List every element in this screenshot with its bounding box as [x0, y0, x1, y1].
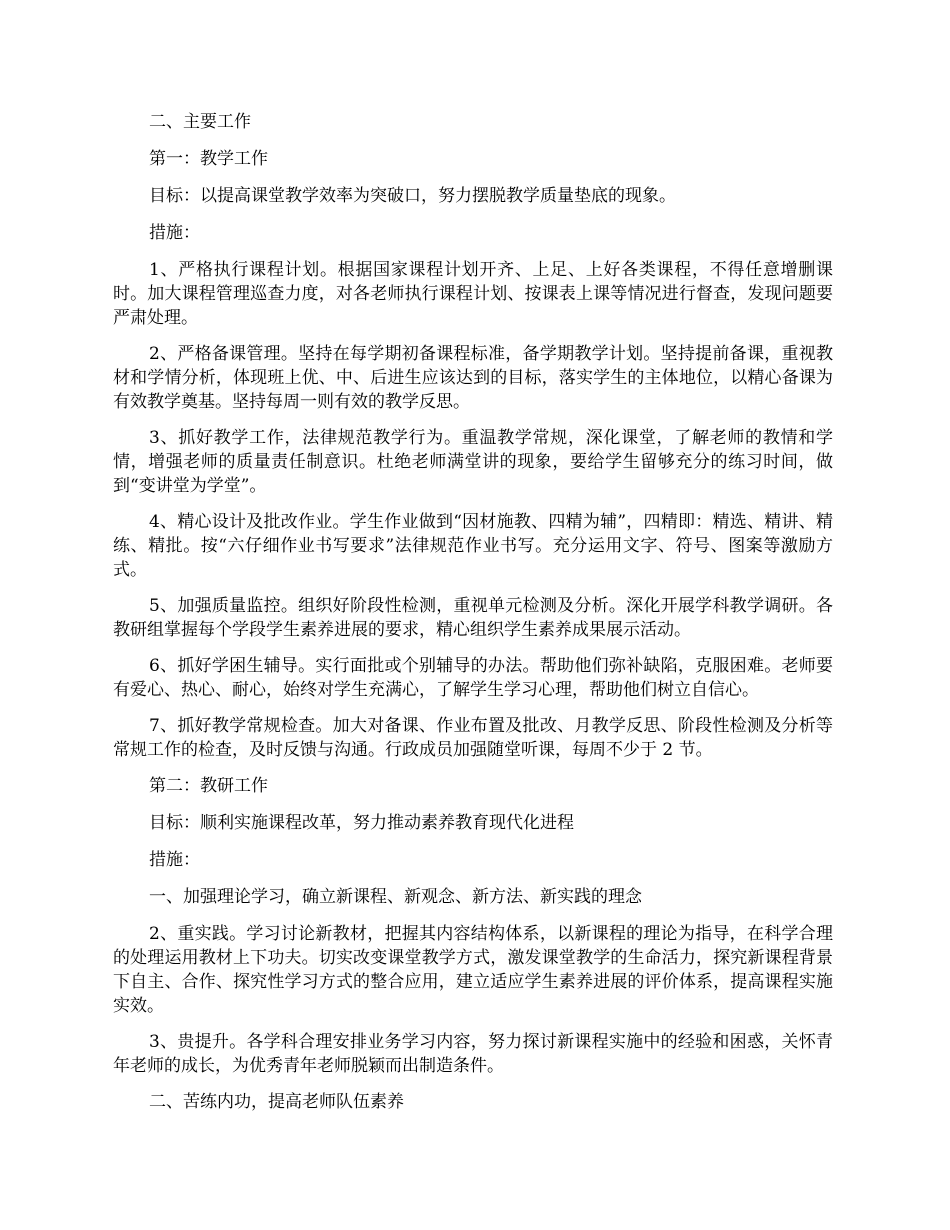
document-page [113, 110, 833, 1127]
research-goal: 目标：顺利实施课程改革，努力推动素养教育现代化进程 [149, 813, 574, 833]
research-item-3: 3、贵提升。各学科合理安排业务学习内容，努力探讨新课程实施中的经验和困惑，关怀青年老师的成长，为优秀青年老师脱颖而出制造条件。 [113, 1032, 833, 1076]
measure-item-5: 5、加强质量监控。组织好阶段性检测，重视单元检测及分析。深化开展学科教学调研。各教研组掌握每个学段学生素养进展的要求，精心组织学生素养成果展示活动。 [113, 596, 833, 640]
teaching-measures-label: 措施： [149, 223, 200, 243]
measure-item-2: 2、严格备课管理。坚持在每学期初备课程标准，备学期教学计划。坚持提前备课，重视教材和学情分析，体现班上优、中、后进生应该达到的目标，落实学生的主体地位，以精心备课为有效教学奠基。坚持每周一则有效的教学反思。 [113, 344, 833, 412]
research-item-theory: 一、加强理论学习，确立新课程、新观念、新方法、新实践的理念 [149, 887, 642, 907]
section-heading-teacher-quality: 二、苦练内功，提高老师队伍素养 [149, 1092, 404, 1112]
measure-item-7: 7、抓好教学常规检查。加大对备课、作业布置及批改、月教学反思、阶段性检测及分析等常规工作的检查，及时反馈与沟通。行政成员加强随堂听课，每周不少于 2 节。 [113, 716, 833, 760]
measure-item-4: 4、精心设计及批改作业。学生作业做到“因材施教、四精为辅”，四精即：精选、精讲、精练、精批。按“六仔细作业书写要求”法律规范作业书写。充分运用文字、符号、图案等激励方式。 [113, 512, 833, 580]
measure-item-6: 6、抓好学困生辅导。实行面批或个别辅导的办法。帮助他们弥补缺陷，克服困难。老师要有爱心、热心、耐心，始终对学生充满心，了解学生学习心理，帮助他们树立自信心。 [113, 656, 833, 700]
teaching-goal: 目标：以提高课堂教学效率为突破口，努力摆脱教学质量垫底的现象。 [149, 186, 676, 206]
section-heading-main-work: 二、主要工作 [149, 112, 251, 132]
research-item-2: 2、重实践。学习讨论新教材，把握其内容结构体系，以新课程的理论为指导，在科学合理的处理运用教材上下功夫。切实改变课堂教学方式，激发课堂教学的生命活力，探究新课程背景下自主、合作、探究性学习方式的整合应用，建立适应学生素养进展的评价体系，提高课程实施实效。 [113, 924, 833, 1016]
measure-item-1: 1、严格执行课程计划。根据国家课程计划开齐、上足、上好各类课程，不得任意增删课时。加大课程管理巡查力度，对各老师执行课程计划、按课表上课等情况进行督查，发现问题要严肃处理。 [113, 260, 833, 328]
research-measures-label: 措施： [149, 850, 200, 870]
subsection-heading-teaching: 第一：教学工作 [149, 149, 268, 169]
measure-item-3: 3、抓好教学工作，法律规范教学行为。重温教学常规，深化课堂，了解老师的教情和学情，增强老师的质量责任制意识。杜绝老师满堂讲的现象，要给学生留够充分的练习时间，做到“变讲堂为学堂”。 [113, 428, 833, 496]
subsection-heading-research: 第二：教研工作 [149, 776, 268, 796]
